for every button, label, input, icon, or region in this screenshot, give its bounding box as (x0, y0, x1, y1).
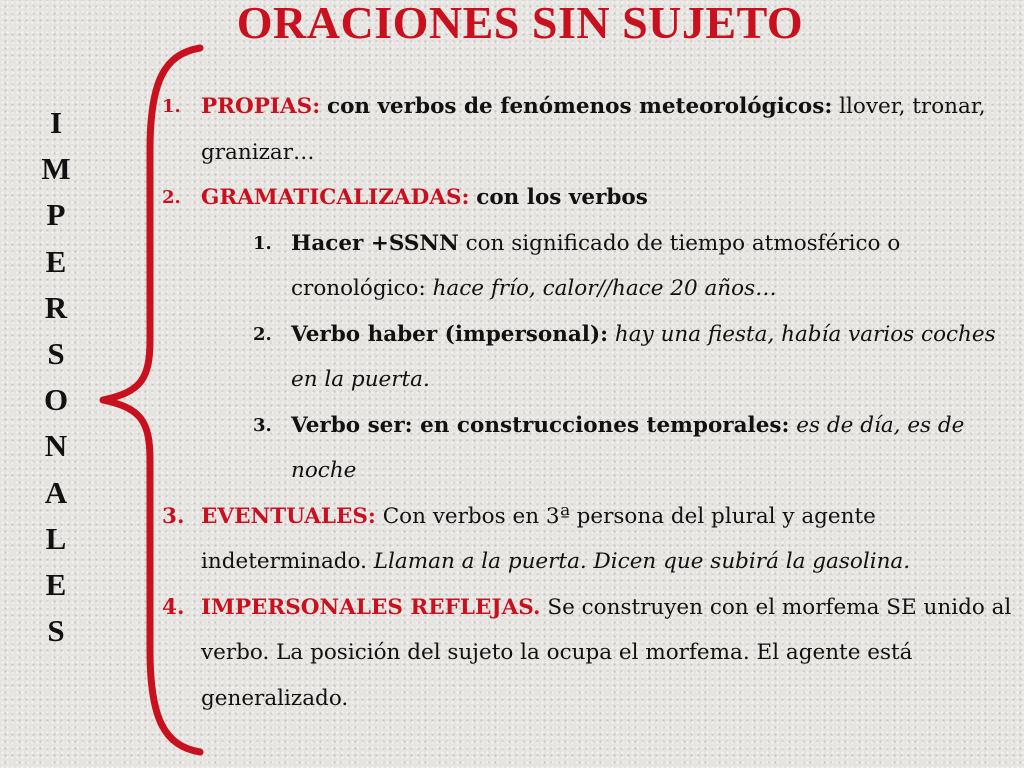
vertical-letter: E (45, 243, 67, 279)
sub-item-example: es de día, es de noche (291, 412, 965, 483)
item-lead: con verbos de fenómenos meteorológicos: (326, 94, 833, 119)
sub-list-item (253, 221, 1022, 312)
list-item (162, 175, 1022, 494)
vertical-letter: I (49, 105, 63, 140)
content-list (162, 84, 1022, 721)
sub-item-number: 1. (253, 232, 272, 254)
sub-item-number: 3. (253, 414, 272, 436)
item-number: 3. (162, 503, 185, 529)
item-text: llover, tronar, granizar… (201, 94, 986, 165)
vertical-label-impersonales (36, 100, 76, 654)
item-number: 2. (162, 187, 181, 208)
vertical-letter: M (41, 151, 71, 187)
vertical-letter: P (46, 197, 66, 233)
vertical-letter: S (47, 336, 65, 372)
item-label: GRAMATICALIZADAS: (201, 185, 470, 210)
vertical-letter: E (45, 567, 67, 603)
item-text: Se construyen con el morfema SE unido al verbo. La posición del sujeto la ocupa el morfema. El agente está generalizado. (201, 594, 1012, 711)
sub-item-bold: Hacer +SSNN (291, 230, 459, 256)
item-label: IMPERSONALES REFLEJAS. (201, 594, 541, 620)
vertical-letter: A (44, 474, 68, 510)
list-item (162, 84, 1022, 175)
vertical-letter: N (44, 428, 68, 464)
sub-item-bold: Verbo ser: en construcciones temporales: (291, 412, 790, 438)
sub-item-example: hace frío, calor//hace 20 años… (432, 276, 777, 301)
sub-item-example: hay una fiesta, había varios coches en la puerta. (291, 321, 996, 392)
item-number: 1. (162, 96, 181, 117)
sub-list-item (253, 312, 1022, 403)
item-example: Llaman a la puerta. Dicen que subirá la gasolina. (373, 549, 911, 574)
sub-item-text (608, 322, 615, 347)
list-item (162, 494, 1022, 585)
sub-list-item (253, 403, 1022, 494)
item-text: Con verbos en 3ª persona del plural y agente indeterminado. (201, 503, 876, 574)
vertical-letter: S (47, 613, 65, 649)
sub-item-text: con significado de tiempo atmosférico o cronológico: (291, 230, 901, 301)
item-number: 4. (162, 594, 185, 620)
sub-item-bold: Verbo haber (impersonal): (291, 321, 609, 347)
sub-item-number: 2. (253, 323, 272, 345)
item-lead: con los verbos (476, 185, 648, 210)
vertical-letter: O (43, 382, 69, 418)
vertical-letter: R (44, 289, 68, 325)
slide-title: ORACIONES SIN SUJETO (236, 0, 804, 48)
item-label: EVENTUALES: (201, 503, 376, 529)
vertical-letter: L (45, 520, 67, 556)
item-label: PROPIAS: (201, 94, 321, 119)
list-item (162, 585, 1022, 722)
